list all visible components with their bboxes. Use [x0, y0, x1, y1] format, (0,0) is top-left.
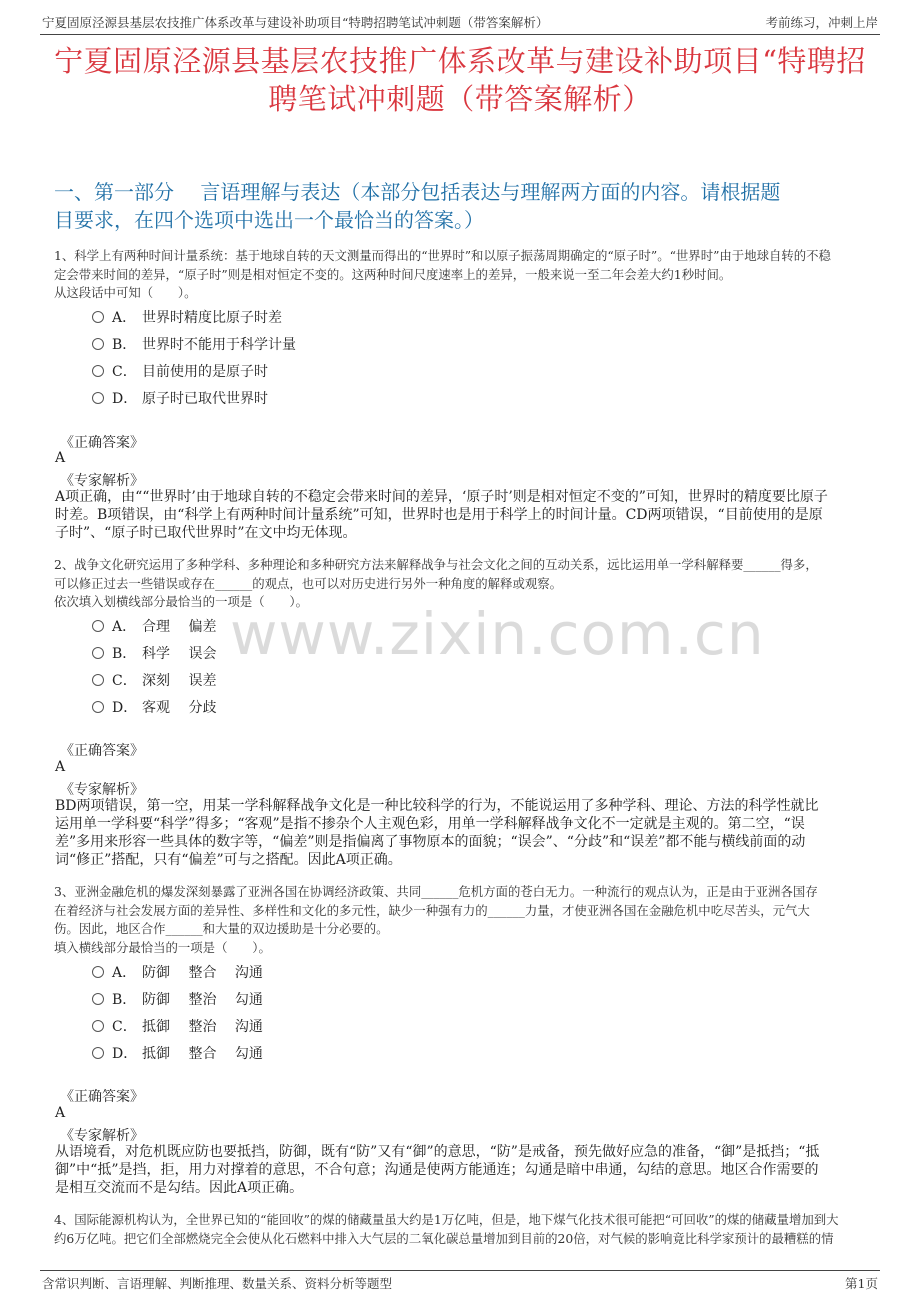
radio-icon[interactable] [92, 1020, 104, 1032]
question-4-stem: 4、国际能源机构认为，全世界已知的“能回收”的煤的储藏量虽大约是1万亿吨，但是，地下煤气化技术很可能把“可回收”的煤的储藏量增加到大 约6万亿吨。把它们全部燃烧完全会使从化石燃料中排入大气层的二氧化碳总量增加到目前的20倍，对气候的影响竟比科学家预计的最糟糕的情 [54, 1212, 839, 1246]
question-1-option-d[interactable]: D． 原子时已取代世界时 [92, 390, 268, 408]
section-line-1: 一、第一部分 言语理解与表达（本部分包括表达与理解两方面的内容。请根据题 [54, 180, 781, 204]
question-1-answer: A [55, 450, 66, 466]
question-2-option-c[interactable]: C． 深刻 误差 [92, 672, 216, 690]
question-2-explanation: BD两项错误，第一空，用某一学科解释战争文化是一种比较科学的行为，不能说运用了多种学科、理论、方法的科学性就比 运用单一学科要“科学”得多；“客观”是指不掺杂个人主观色彩，用单一学科解释战争文化不一定就是主观的。第二空，“误 差”多用来形容一些具体的数字等，“偏差”则是指偏离了事物原本的面貌；“误会”、“分歧”和“误差”都不能与横线前面的动 词“修正”搭配，只有“偏差”可与之搭配。因此A项正确。 [55, 798, 819, 868]
header-slogan: 考前练习，冲刺上岸 [765, 15, 878, 30]
question-3-option-d[interactable]: D． 抵御 整合 勾通 [92, 1045, 263, 1063]
footer-topics: 含常识判断、言语理解、判断推理、数量关系、资料分析等题型 [42, 1276, 393, 1291]
question-3-option-b[interactable]: B． 防御 整治 勾通 [92, 991, 263, 1009]
question-2-option-d[interactable]: D． 客观 分歧 [92, 699, 216, 717]
radio-icon[interactable] [92, 1047, 104, 1059]
title-line-2: 聘笔试冲刺题（带答案解析） [268, 82, 652, 116]
radio-icon[interactable] [92, 338, 104, 350]
section-line-2: 目要求，在四个选项中选出一个最恰当的答案。） [54, 208, 484, 232]
explain-label: 《专家解析》 [60, 1128, 144, 1144]
answer-label: 《正确答案》 [60, 1089, 144, 1105]
radio-icon[interactable] [92, 311, 104, 323]
radio-icon[interactable] [92, 365, 104, 377]
question-2-option-a[interactable]: A． 合理 偏差 [92, 618, 216, 636]
question-1-explanation: A项正确，由““世界时’由于地球自转的不稳定会带来时间的差异，‘原子时’则是相对恒定不变的”可知，世界时的精度要比原子 时差。B项错误，由“科学上有两种时间计量系统”可知，世界时也是用于科学上的时间计量。CD两项错误，“目前使用的是原 子时”、“原子时已取代世界时”在文中均无体现。 [55, 489, 828, 541]
question-1-option-c[interactable]: C． 目前使用的是原子时 [92, 363, 268, 381]
page-number: 第1页 [845, 1276, 878, 1291]
question-3-option-a[interactable]: A． 防御 整合 沟通 [92, 964, 263, 982]
page-header [40, 10, 880, 35]
answer-label: 《正确答案》 [60, 743, 144, 759]
header-doc-title: 宁夏固原泾源县基层农技推广体系改革与建设补助项目“特聘招聘笔试冲刺题（带答案解析） [42, 15, 549, 30]
question-1-stem: 1、科学上有两种时间计量系统：基于地球自转的天文测量而得出的“世界时”和以原子振荡周期确定的“原子时”。“世界时”由于地球自转的不稳 定会带来时间的差异，“原子时”则是相对恒定不变的。这两种时间尺度速率上的差异，一般来说一至二年会差大约1秒时间。 从这段话中可知（ ）。 [54, 248, 831, 300]
question-3-option-c[interactable]: C． 抵御 整治 沟通 [92, 1018, 263, 1036]
explain-label: 《专家解析》 [60, 473, 144, 489]
question-1-option-b[interactable]: B． 世界时不能用于科学计量 [92, 336, 296, 354]
question-2-option-b[interactable]: B． 科学 误会 [92, 645, 216, 663]
radio-icon[interactable] [92, 993, 104, 1005]
explain-label: 《专家解析》 [60, 782, 144, 798]
radio-icon[interactable] [92, 392, 104, 404]
radio-icon[interactable] [92, 674, 104, 686]
question-2-answer: A [55, 759, 66, 775]
radio-icon[interactable] [92, 620, 104, 632]
answer-label: 《正确答案》 [60, 435, 144, 451]
title-line-1: 宁夏固原泾源县基层农技推广体系改革与建设补助项目“特聘招 [54, 44, 866, 78]
question-3-explanation: 从语境看，对危机既应防也要抵挡，防御，既有“防”又有“御”的意思，“防”是戒备，预先做好应急的准备，“御”是抵挡；“抵 御”中“抵”是挡，拒，用力对撑着的意思，不合句意；沟通是使两方能通连；勾通是暗中串通，勾结的意思。地区合作需要的 是相互交流而不是勾结。因此A项正确。 [55, 1144, 820, 1196]
question-3-stem: 3、亚洲金融危机的爆发深刻暴露了亚洲各国在协调经济政策、共同______危机方面的苍白无力。一种流行的观点认为，正是由于亚洲各国存 在着经济与社会发展方面的差异性、多样性和文化的多元性，缺少一种强有力的______力量，才使亚洲各国在金融危机中吃尽苦头，元气大 伤。因此，地区合作______和大量的双边援助是十分必要的。 填入横线部分最恰当的一项是（ ）。 [54, 884, 818, 955]
radio-icon[interactable] [92, 966, 104, 978]
page-footer [40, 1270, 880, 1293]
question-3-answer: A [55, 1105, 66, 1121]
document-title [40, 42, 880, 118]
radio-icon[interactable] [92, 647, 104, 659]
question-2-stem: 2、战争文化研究运用了多种学科、多种理论和多种研究方法来解释战争与社会文化之间的互动关系，远比运用单一学科解释要______得多， 可以修正过去一些错误或存在______的观点，也可以对历史进行另外一种角度的解释或观察。 依次填入划横线部分最恰当的一项是（ ）。 [54, 557, 818, 609]
section-heading [54, 178, 869, 234]
watermark: www.zixin.com.cn [230, 600, 765, 668]
radio-icon[interactable] [92, 701, 104, 713]
question-1-option-a[interactable]: A． 世界时精度比原子时差 [92, 309, 282, 327]
